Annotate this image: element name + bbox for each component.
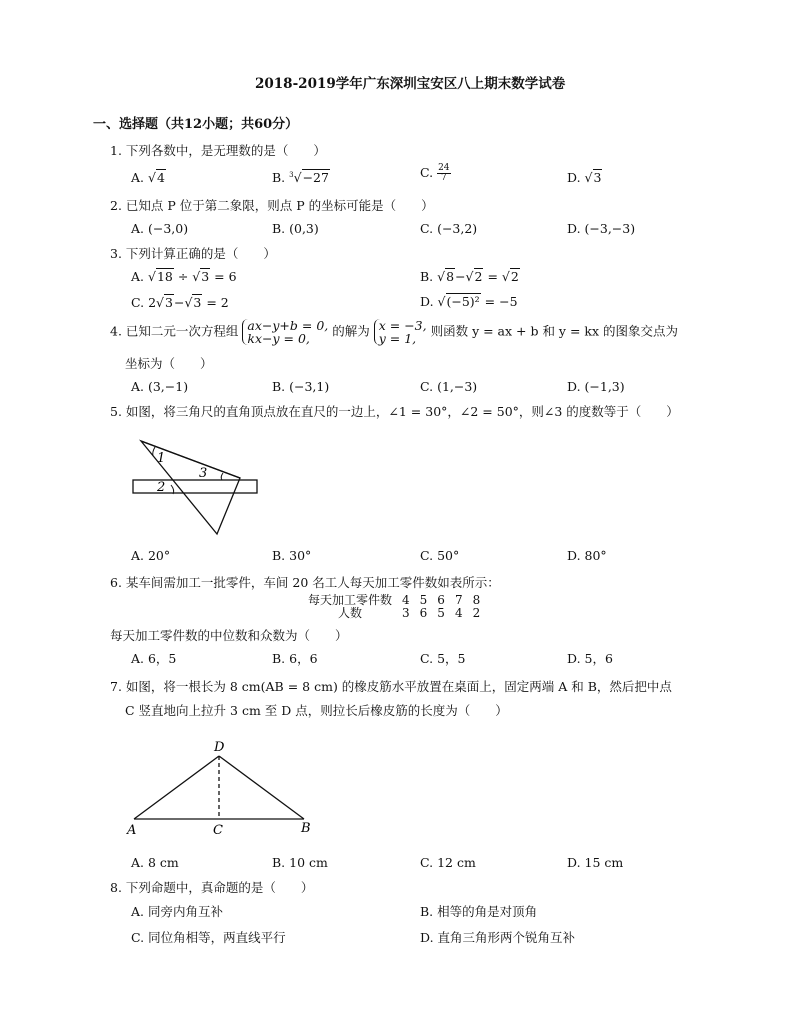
q8-option-a[interactable]: A. 同旁内角互补	[131, 904, 223, 919]
section-heading: 一、选择题（共12小题；共60分）	[93, 117, 299, 132]
fraction: $\frac{24}{7}$	[438, 163, 450, 183]
q7-option-a[interactable]: A. 8 cm	[131, 855, 179, 870]
q7-figure	[118, 736, 328, 840]
table-row: 人数 3 6 5 4 2	[338, 605, 481, 620]
point-a-label: A	[127, 823, 137, 838]
q1-option-a[interactable]: A. √4	[131, 170, 165, 185]
q1-option-d[interactable]: D. √3	[567, 170, 602, 185]
table-row: 每天加工零件数 4 5 6 7 8	[308, 593, 481, 607]
q6-data-table	[303, 594, 485, 619]
q2-option-c[interactable]: C. (−3,2)	[420, 221, 478, 236]
q8-option-d[interactable]: D. 直角三角形两个锐角互补	[420, 930, 576, 945]
q4-option-b[interactable]: B. (−3,1)	[272, 379, 330, 394]
q3-stem: 3. 下列计算正确的是（ ）	[110, 246, 276, 261]
q1-option-c[interactable]: C. $\frac{24}{7}$	[420, 163, 450, 183]
q4-option-a[interactable]: A. (3,−1)	[131, 379, 189, 394]
sqrt-symbol: √	[293, 170, 302, 185]
q7-option-d[interactable]: D. 15 cm	[567, 855, 624, 870]
q8-option-b[interactable]: B. 相等的角是对顶角	[420, 904, 538, 919]
q7-stem-line2: C 竖直地向上拉升 3 cm 至 D 点，则拉长后橡皮筋的长度为（ ）	[125, 703, 508, 718]
q5-figure	[125, 432, 265, 542]
q8-stem: 8. 下列命题中，真命题的是（ ）	[110, 880, 314, 895]
q1-stem: 1. 下列各数中，是无理数的是（ ）	[110, 143, 326, 158]
q4-option-d[interactable]: D. (−1,3)	[567, 379, 625, 394]
q5-option-a[interactable]: A. 20°	[131, 548, 171, 563]
q4-stem: 4. 已知二元一次方程组 ax−y+b = 0, kx−y = 0, 的解为 x = −3, y = 1, 则函数 y = ax + b 和 y = kx 的图象交点为	[110, 318, 679, 347]
q6-stem: 6. 某车间需加工一批零件，车间 20 名工人每天加工零件数如表所示：	[110, 575, 500, 590]
q3-option-d[interactable]: D. √(−5)² = −5	[420, 294, 518, 309]
q6-option-c[interactable]: C. 5，5	[420, 651, 466, 666]
q2-option-a[interactable]: A. (−3,0)	[131, 221, 189, 236]
q5-option-d[interactable]: D. 80°	[567, 548, 607, 563]
sqrt-symbol: √	[147, 170, 156, 185]
q6-option-a[interactable]: A. 6，5	[131, 651, 177, 666]
q4-option-c[interactable]: C. (1,−3)	[420, 379, 478, 394]
point-b-label: B	[301, 821, 311, 836]
q1-option-b[interactable]: B. $^3$√−27	[272, 170, 329, 185]
q6-stem-line2: 每天加工零件数的中位数和众数为（ ）	[110, 628, 348, 643]
q3-option-c[interactable]: C. 2√3−√3 = 2	[131, 295, 229, 310]
page-title: 2018-2019学年广东深圳宝安区八上期末数学试卷	[255, 76, 566, 92]
q6-option-b[interactable]: B. 6，6	[272, 651, 318, 666]
q5-option-c[interactable]: C. 50°	[420, 548, 460, 563]
triangle-shape	[141, 441, 240, 534]
q5-option-b[interactable]: B. 30°	[272, 548, 312, 563]
q2-option-d[interactable]: D. (−3,−3)	[567, 221, 636, 236]
point-c-label: C	[213, 823, 223, 838]
q6-option-d[interactable]: D. 5，6	[567, 651, 613, 666]
equation-system: ax−y+b = 0, kx−y = 0,	[242, 319, 328, 345]
q7-option-c[interactable]: C. 12 cm	[420, 855, 476, 870]
q5-stem: 5. 如图，将三角尺的直角顶点放在直尺的一边上，∠1 = 30°，∠2 = 50°，则∠3 的度数等于（ ）	[110, 404, 679, 419]
q3-option-a[interactable]: A. √18 ÷ √3 = 6	[131, 269, 237, 284]
q7-stem: 7. 如图，将一根长为 8 cm(AB = 8 cm) 的橡皮筋水平放置在桌面上，固定两端 A 和 B，然后把中点	[110, 679, 672, 694]
q3-option-b[interactable]: B. √8−√2 = √2	[420, 269, 519, 284]
angle-1-label: 1	[157, 451, 166, 466]
q8-option-c[interactable]: C. 同位角相等，两直线平行	[131, 930, 286, 945]
angle-3-label: 3	[199, 466, 208, 481]
q7-option-b[interactable]: B. 10 cm	[272, 855, 328, 870]
point-d-label: D	[214, 740, 225, 755]
q2-stem: 2. 已知点 P 位于第二象限，则点 P 的坐标可能是（ ）	[110, 198, 434, 213]
angle-2-label: 2	[157, 480, 166, 495]
q2-option-b[interactable]: B. (0,3)	[272, 221, 319, 236]
sqrt-symbol: √	[584, 170, 593, 185]
q4-stem-line2: 坐标为（ ）	[125, 356, 213, 371]
solution-system: x = −3, y = 1,	[374, 319, 427, 345]
